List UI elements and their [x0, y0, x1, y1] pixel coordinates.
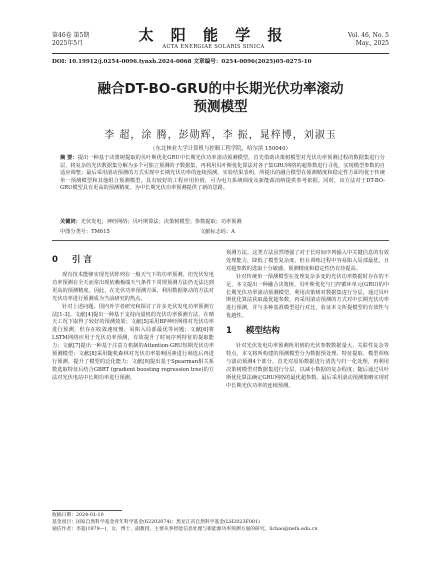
affiliation: （东北林业大学计算机与控制工程学院，哈尔滨 150040） — [150, 146, 291, 152]
footnote-rule — [52, 510, 122, 511]
received-date: 收稿日期：2024-01-10 — [52, 513, 104, 518]
document-code: 文献标志码：A — [200, 229, 235, 235]
author-list: 李 超，涂 腾，彭勋辉，李 振，晁梓博，刘淑玉 — [104, 130, 337, 141]
volume-issue-en: Vol. 46, No. 5 — [348, 32, 389, 39]
section-heading-model — [226, 325, 389, 337]
section-title: 模型结构 — [245, 326, 280, 337]
classification-line — [60, 229, 385, 237]
paper-title — [52, 80, 389, 116]
paragraph: 预测方法。这类方法虽然增强了对于长时间序列输入中关键信息的有效处理能力，降低了模型复杂度，但在训练过程中容易陷入局部最优，且对超参数的选取十分敏感，预测精度和稳定性仍有待提高。 — [226, 250, 389, 272]
left-column — [52, 250, 214, 383]
publication-date: 2025年5月 — [52, 40, 84, 47]
paragraph: 针对传统单一预测模型在处理复杂多变的光伏功率数据时存在的不足，本文提出一种融合决策树、贝叶斯优化与门控循环单元(GRU)的中长期光伏功率滚动预测模型。利用决策树对数据集进行分层，通过贝叶斯优化算法获取最优超参数，再采用滚动预测的方式对中长期光伏功率进行预测，并与多种基准模型进行对比，验证本文所提模型的有效性与优越性。 — [226, 273, 389, 320]
paragraph: 针对光伏发电功率预测所用到的光伏参数数据量大、关联性复杂等特点，本文将所构建的预测模型分为数据预处理、特征提取、模型训练与滚动预测4个部分。首先对原始数据进行清洗与归一化处理，再利用决策树模型对数据集进行分层，以减小数据的复杂程度；随后通过贝叶斯优化算法确定GRU网络的最优超参数，最后采用滚动预测策略实现对中长期光伏功率的连续预测。 — [226, 343, 389, 389]
volume-issue: 第46卷 第5期 — [52, 32, 90, 39]
keywords-label: 关键词： — [60, 219, 81, 225]
right-column — [226, 250, 389, 391]
abstract-rule — [52, 240, 389, 241]
clc-number: 中图分类号：TM615 — [60, 229, 110, 235]
header-rule — [52, 53, 389, 54]
publication-date-en: May., 2025 — [355, 40, 389, 47]
keywords-text: 光伏发电；神经网络；贝叶斯算法；决策树模型；参数提取；功率预测 — [80, 219, 242, 225]
title-line-2: 预测模型 — [193, 99, 248, 115]
section-heading-intro — [52, 254, 214, 266]
keywords — [60, 219, 385, 227]
abstract-text: 提出一种基于决策树提取的贝叶斯优化GRU中长期光伏功率滚动预测模型。首先借助决策树模型对光伏功率预测过程的数据集进行分层，将复杂的光伏数据集分解为多个可独立预测的子数据集，再利用贝叶斯优化算法对各子集GRU网络的超参数进行寻优，实现模型参数的自适应调整；最后采用滚动预测的方式实现中长期光伏功率的连续预测。实验结果表明，所提出的融合模型在预测精度和稳定性方面均优于传统单一预测模型和其他组合预测模型，具有较好的工程应用价值，可为电力系统调度及新能源消纳提供参考依据。同时，该方法对于DT-BO-GRU模型具有更高的预测精度，为中长期光伏功率预测提供了新的思路。 — [60, 155, 385, 192]
section-number: 1 — [226, 326, 232, 337]
corresponding-author: 通信作者：李超(1979—)，女，博士、副教授，主要从事智能信息处理与新能源功率预测方面的研究。lichao@nefu.edu.cn — [52, 526, 318, 532]
abstract — [60, 155, 385, 193]
section-title: 引 言 — [71, 255, 92, 265]
footnotes — [52, 513, 389, 533]
journal-title-en: ACTA ENERGIAE SOLARIS SINICA — [162, 44, 265, 50]
section-number: 0 — [52, 255, 58, 265]
doi-line: DOI: 10.19912/j.0254-0096.tynxb.2024-0068 文章编号：0254-0096(2025)05-0275-10 — [52, 59, 312, 65]
paragraph: 现有技术能够实现光伏阵列在一般天气下的功率预测，但光伏发电功率预测在全天而常出现依赖极端天气条件下常规预测方法仍无法达到更高的预测精度。因此，在光伏功率预测方面，利用数据驱动的方法对光伏功率进行预测成为当前研究的热点。 — [52, 272, 214, 302]
abstract-label: 摘 要： — [60, 155, 78, 161]
funding: 基金项目：国家自然科学基金青年科学基金(62202074)；黑龙江省自然科学基金(LH2023F001) — [52, 519, 260, 525]
title-line-1: 融合DT-BO-GRU的中长期光伏功率滚动 — [97, 81, 344, 97]
journal-title-cn: 太 阳 能 学 报 — [138, 26, 289, 44]
paragraph: 针对上述问题，国内外学者研究和探讨了许多光伏发电功率预测方法[1-3]。文献[4]提出一种基于支持向量机的光伏功率预测方法，在晴天工况下取得了较好的预测效果；文献[5]采用BP神经网络对光伏功率进行预测，但存在收敛速度慢、易陷入局部最优等问题；文献[6]将LSTM网络应用于光伏功率预测，有效提升了时间序列特征的提取能力；文献[7]提出一种基于注意力机制的Attention-GRU短期光伏功率预测模型；文献[8]采用随机森林对光伏功率影响因素进行筛选后再进行预测，提升了模型的泛化能力；文献[9]提出基于Spearman相关系数选取特征后结合GBRT (gradient boosting regression tree)的方法对光伏电站中长期功率进行预测。 — [52, 303, 214, 381]
volume-info-en — [348, 32, 389, 48]
